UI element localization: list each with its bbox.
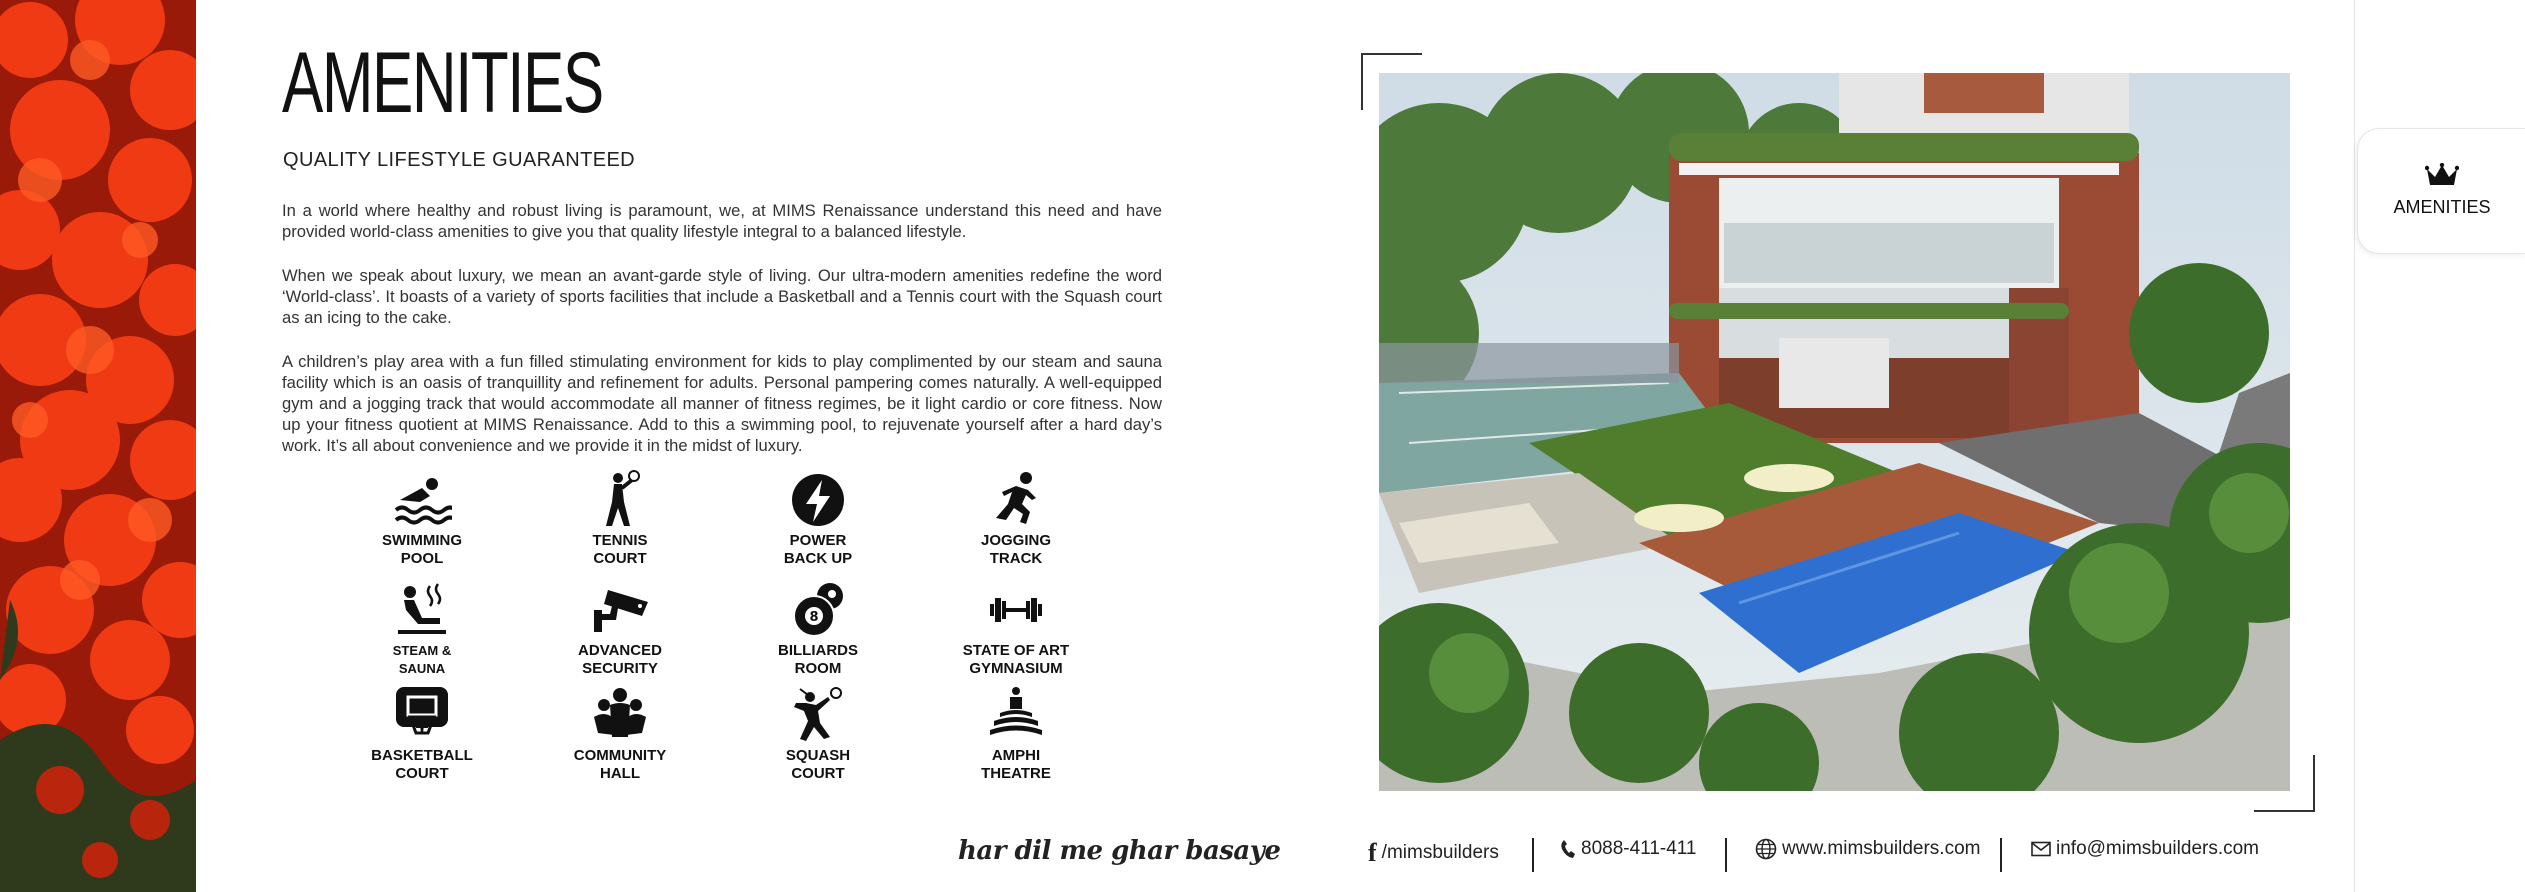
dumbbell-icon: [986, 580, 1046, 640]
email-contact[interactable]: [2031, 838, 2259, 860]
people-group-icon: [590, 685, 650, 745]
amenity-label: POWER BACK UP: [783, 532, 853, 567]
amenity-gymnasium: [946, 580, 1086, 678]
side-tab-amenities[interactable]: [2357, 128, 2525, 254]
amenity-amphi-theatre: [946, 685, 1086, 783]
footer-divider: [2000, 838, 2002, 872]
amenity-community-hall: [550, 685, 690, 783]
footer-divider: [1725, 838, 1727, 872]
facebook-contact[interactable]: [1368, 838, 1499, 868]
swimmer-icon: [392, 470, 452, 530]
tennis-player-icon: [590, 470, 650, 530]
phone-contact[interactable]: [1560, 838, 1697, 860]
side-tab-label: AMENITIES: [2393, 197, 2491, 217]
amenity-label: TENNIS COURT: [592, 532, 648, 567]
crown-icon: [2425, 163, 2459, 187]
phone-number: 8088-411-411: [1581, 838, 1697, 859]
steam-sauna-icon: [392, 580, 452, 640]
amenity-tennis-court: [550, 470, 690, 568]
email-address: info@mimsbuilders.com: [2056, 838, 2260, 859]
amenity-billiards-room: [748, 580, 888, 678]
amenity-label: BILLIARDS ROOM: [778, 642, 858, 677]
runner-icon: [986, 470, 1046, 530]
facebook-icon: f: [1368, 838, 1377, 867]
amenity-steam-sauna: [352, 580, 492, 678]
brand-tagline: har dil me ghar basaye: [958, 836, 1281, 866]
amenity-label: ADVANCED SECURITY: [578, 642, 662, 677]
page-subtitle: QUALITY LIFESTYLE GUARANTEED: [283, 149, 636, 171]
amenity-label: STATE OF ART GYMNASIUM: [962, 642, 1070, 677]
website-contact[interactable]: [1755, 838, 1980, 860]
amenity-label: COMMUNITY HALL: [573, 747, 667, 782]
amenity-label: STEAM & SAUNA: [392, 643, 452, 676]
amenity-advanced-security: [550, 580, 690, 678]
globe-icon: [1755, 838, 1777, 860]
amenity-swimming-pool: [352, 470, 492, 568]
right-panel-divider: [2354, 0, 2355, 892]
phone-icon: [1560, 839, 1576, 859]
squash-player-icon: [788, 685, 848, 745]
cctv-camera-icon: [590, 580, 650, 640]
paragraph-1: In a world where healthy and robust living is paramount, we, at MIMS Renaissance understand this need and have provided world-class amenities to give you that quality lifestyle integral to a balanced lifestyle.: [282, 201, 1162, 241]
amenity-basketball-court: [352, 685, 492, 783]
amenity-label: SWIMMING POOL: [382, 532, 462, 567]
basketball-hoop-icon: [392, 685, 452, 745]
amenity-label: BASKETBALL COURT: [371, 747, 473, 782]
page-title: AMENITIES: [282, 35, 603, 131]
billiard-balls-icon: [788, 580, 848, 640]
footer-divider: [1532, 838, 1534, 872]
intro-text: [282, 200, 1162, 479]
amenity-label: JOGGING TRACK: [980, 532, 1051, 567]
paragraph-2: When we speak about luxury, we mean an avant-garde style of living. Our ultra-modern amenities redefine the word ‘World-class’. It boasts of a variety of sports facilities that include a Basketball and a Tennis court with the Squash court as an icing to the cake.: [282, 266, 1162, 327]
amenity-power-back-up: [748, 470, 888, 568]
facebook-handle: /mimsbuilders: [1381, 842, 1499, 863]
frame-corner-bottom-right: [2254, 755, 2315, 812]
flower-photo-strip: [0, 0, 196, 892]
svg-text:8: 8: [809, 610, 819, 625]
website-url: www.mimsbuilders.com: [1782, 838, 1981, 859]
amenity-squash-court: [748, 685, 888, 783]
amenity-label: SQUASH COURT: [785, 747, 851, 782]
amenity-jogging-track: [946, 470, 1086, 568]
amphitheatre-icon: [986, 685, 1046, 745]
amenities-rendering-photo: [1379, 73, 2290, 791]
envelope-icon: [2031, 841, 2051, 857]
lightning-bolt-icon: [788, 470, 848, 530]
paragraph-3: A children’s play area with a fun filled stimulating environment for kids to play complimented by our steam and sauna facility which is an oasis of tranquillity and refinement for adults. Personal pampering comes naturally. A well-equipped gym and a jogging track that would accommodate all manner of fitness regimes, be it light cardio or core fitness. Now up your fitness quotient at MIMS Renaissance. Add to this a swimming pool, to rejuvenate yourself after a hard day’s work. It’s all about convenience and we provide it in the midst of luxury.: [282, 352, 1162, 455]
amenity-label: AMPHI THEATRE: [981, 747, 1051, 782]
